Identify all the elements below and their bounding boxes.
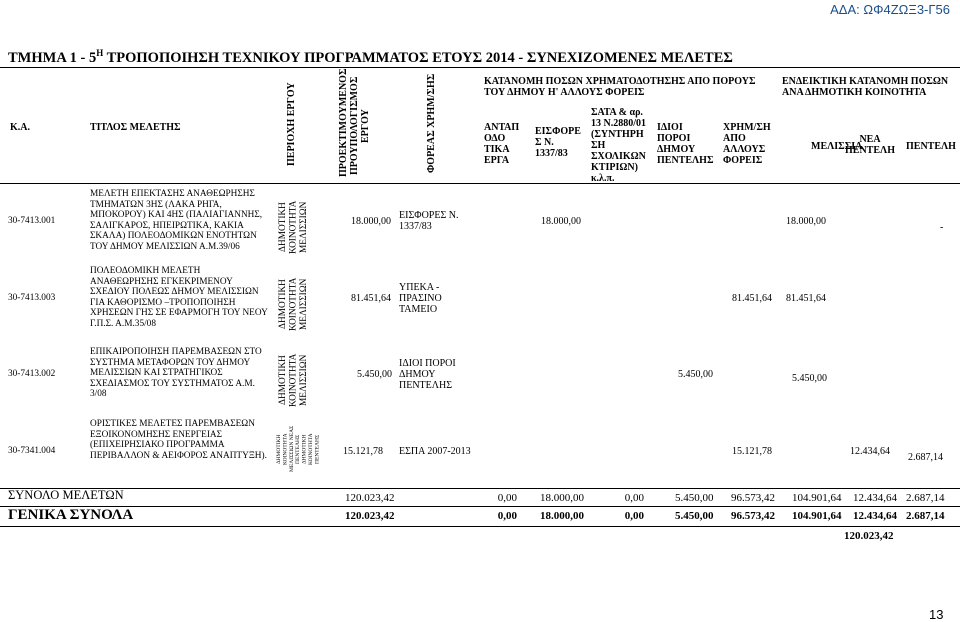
genika-antap: 0,00 <box>497 510 517 522</box>
row3-melissia: 5.450,00 <box>792 373 827 384</box>
row4-xrimsi: 15.121,78 <box>732 446 772 457</box>
row2-melissia: 81.451,64 <box>786 293 826 304</box>
header-bottom-rule <box>0 183 960 184</box>
genika-label: ΓΕΝΙΚΑ ΣΥΝΟΛΑ <box>8 507 134 523</box>
row3-title: ΕΠΙΚΑΙΡΟΠΟΙΗΣΗ ΠΑΡΕΜΒΑΣΕΩΝ ΣΤΟ ΣΥΣΤΗΜΑ ΜΕΤΑΦΟΡΩΝ ΤΟΥ ΔΗΜΟΥ ΜΕΛΙΣΣΙΩΝ ΚΑΙ ΣΤΡΑΤΗΓΙΚΟΣ ΣΧΕΔΙΑΣΜΟΣ ΤΟΥ ΣΥΣΤΗΜΑΤΟΣ Α.Μ. 3/08 <box>90 347 262 399</box>
genika-penteli: 2.687,14 <box>906 510 945 522</box>
genika-nea-penteli: 12.434,64 <box>853 510 897 522</box>
row2-foreas: ΥΠΕΚΑ - ΠΡΑΣΙΝΟ ΤΑΜΕΙΟ <box>399 282 442 315</box>
title-text: ΤΜΗΜΑ 1 - 5 <box>8 49 97 66</box>
row4-foreas: ΕΣΠΑ 2007-2013 <box>399 446 471 457</box>
totals-mid-rule <box>0 506 960 507</box>
row4-nea-penteli: 12.434,64 <box>850 446 890 457</box>
synolo-melissia: 104.901,64 <box>792 492 842 504</box>
row3-perioxi: ΔΗΜΟΤΙΚΗ ΚΟΙΝΟΤΗΤΑ ΜΕΛΙΣΣΙΩΝ <box>278 353 309 407</box>
synolo-antap: 0,00 <box>497 492 517 504</box>
header-xrimsi: ΧΡΗΜ/ΣΗ ΑΠΟ ΑΛΛΟΥΣ ΦΟΡΕΙΣ <box>723 122 771 166</box>
grand-total: 120.023,42 <box>844 530 894 542</box>
page-title <box>8 48 733 67</box>
genika-sata: 0,00 <box>624 510 644 522</box>
row3-amount: 5.450,00 <box>357 369 392 380</box>
row2-ka: 30-7413.003 <box>8 293 56 303</box>
header-proektim: ΠΡΟΕΚΤΙΜΟΥΜΕΝΟΣ ΠΡΟΥΠΟΛΟΓΙΣΜΟΣ ΕΡΓΟΥ <box>338 68 371 177</box>
synolo-label: ΣΥΝΟΛΟ ΜΕΛΕΤΩΝ <box>8 488 124 502</box>
header-idioi: ΙΔΙΟΙ ΠΟΡΟΙ ΔΗΜΟΥ ΠΕΝΤΕΛΗΣ <box>657 122 714 166</box>
header-sata: ΣΑΤΑ & αρ. 13 Ν.2880/01 (ΣΥΝΤΗΡΗ ΣΗ ΣΧΟΛΙΚΩΝ ΚΤΙΡΙΩΝ) κ.λ.π. <box>591 107 646 184</box>
row1-foreas: ΕΙΣΦΟΡΕΣ Ν. 1337/83 <box>399 210 459 232</box>
synolo-penteli: 2.687,14 <box>906 492 945 504</box>
row1-melissia: 18.000,00 <box>786 216 826 227</box>
genika-amount: 120.023,42 <box>345 510 395 522</box>
genika-eisfores: 18.000,00 <box>540 510 584 522</box>
header-titlos: ΤΙΤΛΟΣ ΜΕΛΕΤΗΣ <box>90 122 181 133</box>
synolo-xrimsi: 96.573,42 <box>731 492 775 504</box>
header-perioxi: ΠΕΡΙΟΧΗ ΕΡΓΟΥ <box>286 82 297 166</box>
synolo-eisfores: 18.000,00 <box>540 492 584 504</box>
header-endeiktiki: ΕΝΔΕΙΚΤΙΚΗ ΚΑΤΑΝΟΜΗ ΠΟΣΩΝ ΑΝΑ ΔΗΜΟΤΙΚΗ ΚΟΙΝΟΤΗΤΑ <box>782 76 949 98</box>
ada-code: ΑΔΑ: ΩΦ4ΖΩΞ3-Γ56 <box>830 2 950 17</box>
row1-penteli: - <box>940 222 944 233</box>
row4-ka: 30-7341.004 <box>8 446 56 456</box>
genika-xrimsi: 96.573,42 <box>731 510 775 522</box>
row2-xrimsi: 81.451,64 <box>732 293 772 304</box>
row2-title: ΠΟΛΕΟΔΟΜΙΚΗ ΜΕΛΕΤΗ ΑΝΑΘΕΩΡΗΣΗΣ ΕΓΚΕΚΡΙΜΕΝΟΥ ΣΧΕΔΙΟΥ ΠΟΛΕΩΣ ΔΗΜΟΥ ΜΕΛΙΣΣΙΩΝ ΓΙΑ ΚΑΘΟΡΙΣΜΟ –ΤΡΟΠΟΠΟΙΗΣΗ ΧΡΗΣΕΩΝ ΓΗΣ ΣΕ ΕΦΑΡΜΟΓΗ ΤΟΥ ΝΕΟΥ Γ.Π.Σ. Α.Μ.35/08 <box>90 266 268 329</box>
page-number: 13 <box>929 607 944 622</box>
row1-ka: 30-7413.001 <box>8 216 56 226</box>
synolo-idioi: 5.450,00 <box>675 492 714 504</box>
header-eisfores: ΕΙΣΦΟΡΕ Σ Ν. 1337/83 <box>535 126 581 159</box>
row1-title: ΜΕΛΕΤΗ ΕΠΕΚΤΑΣΗΣ ΑΝΑΘΕΩΡΗΣΗΣ ΤΜΗΜΑΤΩΝ 3ΗΣ (ΛΑΚΑ ΡΗΓΑ, ΜΠΟΚΟΡΟΥ) ΚΑΙ 4ΗΣ (ΠΑΛΙΑΓΙΑΝΝΗΣ, ΣΑΛΙΓΚΑΡΟΣ, ΗΠΕΙΡΩΤΙΚΑ, ΚΑΚΙΑ ΣΚΑΛΑ) ΠΟΛΕΟΔΟΜΙΚΩΝ ΕΝΟΤΗΤΩΝ ΤΟΥ ΔΗΜΟΥ ΜΕΛΙΣΣΙΩΝ Α.Μ.39/06 <box>90 189 263 252</box>
row2-perioxi: ΔΗΜΟΤΙΚΗ ΚΟΙΝΟΤΗΤΑ ΜΕΛΙΣΣΙΩΝ <box>278 277 309 331</box>
header-ka: Κ.Α. <box>10 122 30 133</box>
header-katanomi: ΚΑΤΑΝΟΜΗ ΠΟΣΩΝ ΧΡΗΜΑΤΟΔΟΤΗΣΗΣ ΑΠΟ ΠΟΡΟΥΣ ΤΟΥ ΔΗΜΟΥ Η' ΑΛΛΟΥΣ ΦΟΡΕΙΣ <box>484 76 756 98</box>
header-nea-penteli: ΝΕΑ ΠΕΝΤΕΛΗ <box>845 134 895 156</box>
totals-top-rule <box>0 488 960 489</box>
row4-perioxi: ΔΗΜΟΤΙΚΗ ΚΟΙΝΟΤΗΤΑ ΜΕΛΙΣΣΙΩΝ ΝΕΑΣ ΠΕΝΤΕΛΗΣ ΔΗΜΟΤΙΚΗ ΚΟΙΝΟΤΗΤΑ ΠΕΝΤΕΛΗΣ <box>276 425 321 473</box>
row4-penteli: 2.687,14 <box>908 452 943 463</box>
header-top-rule <box>0 67 960 68</box>
title-superscript: Η <box>96 48 104 58</box>
row1-eisfores: 18.000,00 <box>541 216 581 227</box>
synolo-sata: 0,00 <box>624 492 644 504</box>
row4-title: ΟΡΙΣΤΙΚΕΣ ΜΕΛΕΤΕΣ ΠΑΡΕΜΒΑΣΕΩΝ ΕΞΟΙΚΟΝΟΜΗΣΗΣ ΕΝΕΡΓΕΙΑΣ (ΕΠΙΧΕΙΡΗΣΙΑΚΟ ΠΡΟΓΡΑΜΜΑ ΠΕΡΙΒΑΛΛΟΝ & ΑΕΙΦΟΡΟΣ ΑΝΑΠΤΥΞΗ). <box>90 419 267 461</box>
row2-amount: 81.451,64 <box>351 293 391 304</box>
row1-perioxi: ΔΗΜΟΤΙΚΗ ΚΟΙΝΟΤΗΤΑ ΜΕΛΙΣΣΙΩΝ <box>278 200 309 254</box>
synolo-nea-penteli: 12.434,64 <box>853 492 897 504</box>
genika-idioi: 5.450,00 <box>675 510 714 522</box>
totals-bottom-rule <box>0 526 960 527</box>
genika-melissia: 104.901,64 <box>792 510 842 522</box>
synolo-amount: 120.023,42 <box>345 492 395 504</box>
header-foreas: ΦΟΡΕΑΣ ΧΡΗΜ/ΣΗΣ <box>426 73 437 173</box>
header-antap: ΑΝΤΑΠ ΟΔΟ ΤΙΚΑ ΕΡΓΑ <box>484 122 520 166</box>
header-melissia: ΜΕΛΙΣΣΙΑ <box>811 141 863 152</box>
row3-idioi: 5.450,00 <box>678 369 713 380</box>
row3-ka: 30-7413.002 <box>8 369 56 379</box>
title-text-rest: ΤΡΟΠΟΠΟΙΗΣΗ ΤΕΧΝΙΚΟΥ ΠΡΟΓΡΑΜΜΑΤΟΣ ΕΤΟΥΣ 2014 - ΣΥΝΕΧΙΖΟΜΕΝΕΣ ΜΕΛΕΤΕΣ <box>103 49 733 66</box>
row3-foreas: ΙΔΙΟΙ ΠΟΡΟΙ ΔΗΜΟΥ ΠΕΝΤΕΛΗΣ <box>399 358 456 391</box>
row1-amount: 18.000,00 <box>351 216 391 227</box>
header-penteli: ΠΕΝΤΕΛΗ <box>906 141 956 152</box>
row4-amount: 15.121,78 <box>343 446 383 457</box>
